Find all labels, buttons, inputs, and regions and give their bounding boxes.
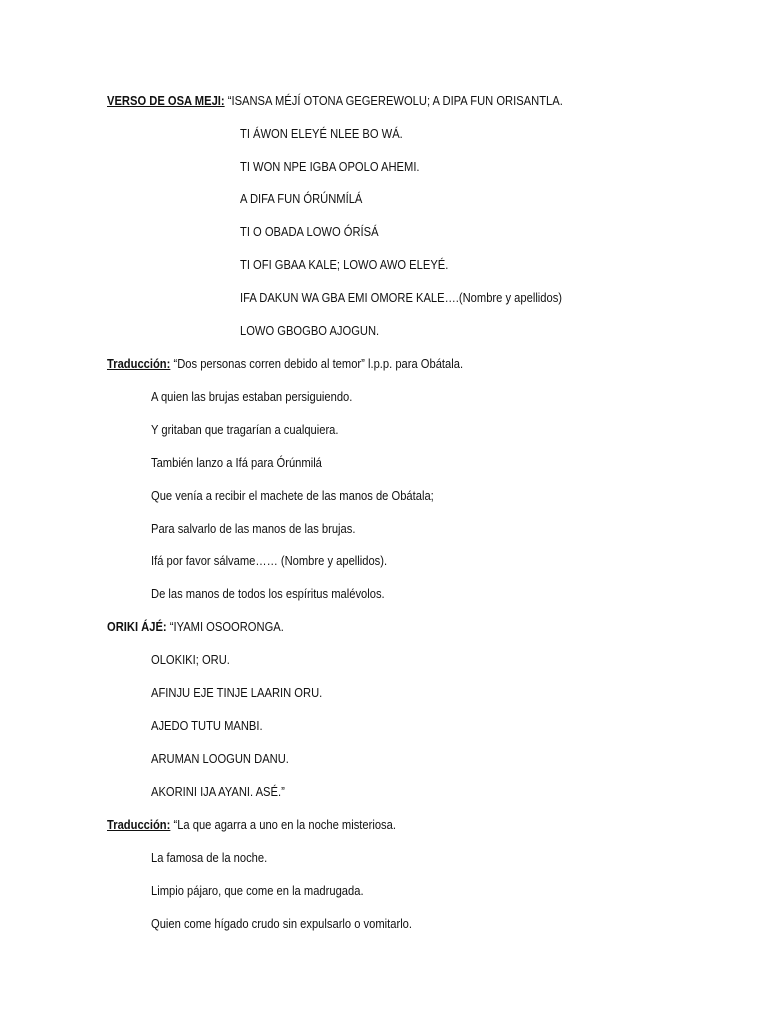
translation2-line: La famosa de la noche.	[151, 850, 268, 865]
verse-line: TI O OBADA LOWO ÓRÍSÁ	[240, 224, 379, 239]
translation2-line: Quien come hígado crudo sin expulsarlo o vomitarlo.	[151, 916, 413, 931]
verse-line: LOWO GBOGBO AJOGUN.	[240, 323, 380, 338]
translation-label: Traducción:	[107, 356, 171, 371]
verse-label: VERSO DE OSA MEJI:	[107, 93, 225, 108]
oriki-line: OLOKIKI; ORU.	[151, 652, 230, 667]
verse-line: TI OFI GBAA KALE; LOWO AWO ELEYÉ.	[240, 257, 449, 272]
translation-first-line: “Dos personas corren debido al temor” l.p.p. para Obátala.	[170, 356, 464, 371]
translation-line: Ifá por favor sálvame…… (Nombre y apellidos).	[151, 553, 388, 568]
oriki-line: AKORINI IJA AYANI. ASÉ.”	[151, 784, 285, 799]
translation-line: Que venía a recibir el machete de las manos de Obátala;	[151, 488, 434, 503]
translation2-line: Limpio pájaro, que come en la madrugada.	[151, 883, 364, 898]
translation-line: A quien las brujas estaban persiguiendo.	[151, 389, 353, 404]
verse-line: TI WON NPE IGBA OPOLO AHEMI.	[240, 159, 420, 174]
translation-line: También lanzo a Ifá para Órúnmilá	[151, 455, 322, 470]
translation2-label: Traducción:	[107, 817, 171, 832]
verse-line: A DIFA FUN ÓRÚNMÍLÁ	[240, 191, 363, 206]
oriki-line: ARUMAN LOOGUN DANU.	[151, 751, 289, 766]
oriki-heading-line	[107, 619, 284, 635]
oriki-line: AFINJU EJE TINJE LAARIN ORU.	[151, 685, 323, 700]
translation2-heading-line	[107, 817, 396, 833]
translation-line: De las manos de todos los espíritus malévolos.	[151, 586, 385, 601]
oriki-label: ORIKI ÁJÉ:	[107, 619, 167, 634]
verse-line: TI ÁWON ELEYÉ NLEE BO WÁ.	[240, 126, 403, 141]
translation-heading-line	[107, 356, 463, 372]
translation2-first-line: “La que agarra a uno en la noche misteriosa.	[170, 817, 396, 832]
translation-line: Para salvarlo de las manos de las brujas.	[151, 521, 356, 536]
oriki-line: AJEDO TUTU MANBI.	[151, 718, 263, 733]
oriki-first-line: “IYAMI OSOORONGA.	[166, 619, 284, 634]
verse-first-line: “ISANSA MÉJÍ OTONA GEGEREWOLU; A DIPA FUN ORISANTLA.	[224, 93, 563, 108]
verse-heading-line	[107, 93, 563, 109]
verse-line: IFA DAKUN WA GBA EMI OMORE KALE….(Nombre y apellidos)	[240, 290, 563, 305]
translation-line: Y gritaban que tragarían a cualquiera.	[151, 422, 339, 437]
